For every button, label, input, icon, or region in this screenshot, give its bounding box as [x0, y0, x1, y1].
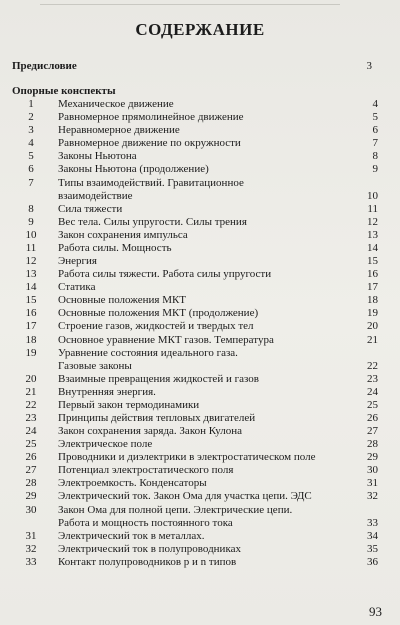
toc-entry-title — [58, 177, 358, 203]
toc-entry-page-number: 35 — [367, 542, 378, 555]
toc-entry-title-line: Типы взаимодействий. Гравитационное — [58, 176, 244, 189]
toc-entry-title-line: Работа силы тяжести. Работа силы упругости — [58, 268, 272, 281]
toc-entry-number: 33 — [25, 555, 37, 568]
toc-entry-title-line: Уравнение состояния идеального газа. — [58, 346, 238, 359]
toc-entry-page-number: 31 — [367, 477, 378, 490]
toc-entry — [12, 490, 378, 503]
toc-entry — [12, 98, 378, 111]
toc-entry-page-number: 28 — [367, 438, 378, 451]
toc-entry-title — [58, 294, 358, 307]
toc-entry-title-line: Основные положения МКТ — [58, 294, 187, 307]
toc-entry-title-line: Проводники и диэлектрики в электростатическом поле — [58, 451, 316, 464]
toc-entry-page-number: 20 — [367, 320, 378, 333]
toc-entry-title — [58, 556, 358, 569]
toc-entry-page-number: 11 — [367, 202, 378, 215]
toc-entry-page-number: 4 — [372, 98, 378, 110]
toc-entry — [12, 203, 378, 216]
toc-entry-number: 16 — [25, 307, 37, 320]
toc-entry-number: 30 — [25, 503, 37, 516]
toc-entry-number: 6 — [28, 163, 34, 176]
preface-page-number: 3 — [366, 60, 372, 72]
toc-entry — [12, 425, 378, 438]
toc-entry-title-line: Первый закон термодинамики — [58, 398, 200, 411]
toc-entry-number: 22 — [25, 398, 37, 411]
toc-entry-title-line: Закон сохранения импульса — [58, 228, 188, 241]
toc-entry-number: 28 — [25, 477, 37, 490]
toc-entry-number: 12 — [25, 254, 37, 267]
toc-entry-title-line: взаимодействие — [58, 189, 133, 202]
toc-entry-title-line: Законы Ньютона (продолжение) — [58, 163, 209, 176]
toc-entry-title-line: Внутренняя энергия. — [58, 385, 156, 398]
toc-entry-page-number: 9 — [372, 163, 378, 176]
toc-entry — [12, 177, 378, 203]
toc-entry — [12, 556, 378, 569]
toc-entry-page-number: 7 — [372, 137, 378, 150]
toc-entry-page-number: 13 — [367, 228, 378, 241]
toc-entry-page-number: 17 — [367, 281, 378, 294]
toc-entry — [12, 111, 378, 124]
bleed-through-line — [40, 4, 340, 5]
toc-entry-title — [58, 229, 358, 242]
toc-entry — [12, 373, 378, 386]
toc-entry-number: 2 — [28, 111, 34, 124]
toc-entry-page-number: 21 — [367, 333, 378, 346]
toc-entry — [12, 438, 378, 451]
toc-entry-title — [58, 504, 358, 530]
toc-entry-title — [58, 255, 358, 268]
toc-entry — [12, 386, 378, 399]
toc-entry-number: 9 — [28, 215, 34, 228]
toc-entry — [12, 216, 378, 229]
section-heading: Опорные конспекты — [12, 85, 116, 97]
toc-entry-title-line: Электроемкость. Конденсаторы — [58, 477, 207, 490]
toc-entry-number: 15 — [25, 294, 37, 307]
toc-entry-number: 4 — [28, 137, 34, 150]
toc-entry-title — [58, 203, 358, 216]
preface-label: Предисловие — [12, 60, 77, 72]
toc-entry-title-line: Законы Ньютона — [58, 150, 137, 163]
toc-entry-number: 10 — [25, 228, 37, 241]
toc-entry-number: 31 — [25, 529, 37, 542]
toc-entry-page-number: 18 — [367, 294, 378, 307]
toc-entry-number: 21 — [25, 385, 37, 398]
toc-entry-title — [58, 464, 358, 477]
toc-entry-number: 11 — [25, 241, 37, 254]
toc-entry-title — [58, 386, 358, 399]
toc-entry-number: 13 — [25, 268, 37, 281]
toc-entry-number: 17 — [25, 320, 37, 333]
toc-entry-page-number: 16 — [367, 268, 378, 281]
toc-entry-title — [58, 412, 358, 425]
toc-entry-title — [58, 163, 358, 176]
toc-entry-title-line: Работа силы. Мощность — [58, 241, 172, 254]
toc-entry-number: 1 — [28, 98, 34, 110]
toc-entry-title — [58, 438, 358, 451]
toc-entry-title-line: Основные положения МКТ (продолжение) — [58, 307, 259, 320]
toc-entry-page-number: 32 — [367, 490, 378, 503]
toc-entry-page-number: 19 — [367, 307, 378, 320]
toc-entry-title-line: Равномерное движение по окружности — [58, 137, 241, 150]
toc-entry — [12, 137, 378, 150]
toc-entry — [12, 307, 378, 320]
toc-entry-page-number: 29 — [367, 451, 378, 464]
toc-entry-page-number: 23 — [367, 372, 378, 385]
toc-entry-number: 20 — [25, 372, 37, 385]
toc-entry-page-number: 33 — [367, 516, 378, 529]
toc-entry — [12, 464, 378, 477]
toc-entry — [12, 124, 378, 137]
toc-entry-page-number: 8 — [372, 150, 378, 163]
toc-entry-page-number: 22 — [367, 359, 378, 372]
toc-entry-title-line: Строение газов, жидкостей и твердых тел — [58, 320, 254, 333]
toc-entry-title — [58, 242, 358, 255]
toc-entry-page-number: 36 — [367, 555, 378, 568]
toc-entry-number: 25 — [25, 438, 37, 451]
toc-entry-title — [58, 307, 358, 320]
toc-entry-title-line: Взаимные превращения жидкостей и газов — [58, 372, 259, 385]
toc-entry-number: 8 — [28, 202, 34, 215]
toc-entry — [12, 399, 378, 412]
toc-entry-number: 3 — [28, 124, 34, 137]
table-of-contents — [12, 98, 378, 569]
toc-entry-title — [58, 216, 358, 229]
toc-entry-title-line: Работа и мощность постоянного тока — [58, 516, 233, 529]
toc-entry — [12, 255, 378, 268]
toc-entry-number: 19 — [25, 346, 37, 359]
toc-entry — [12, 347, 378, 373]
toc-entry-page-number: 26 — [367, 411, 378, 424]
toc-entry-page-number: 5 — [372, 111, 378, 124]
toc-entry-number: 32 — [25, 542, 37, 555]
toc-entry-title — [58, 530, 358, 543]
toc-entry-title-line: Электрический ток. Закон Ома для участка цепи. ЭДС — [58, 490, 312, 503]
toc-entry-title — [58, 98, 358, 111]
toc-entry-title — [58, 425, 358, 438]
toc-entry-title-line: Принципы действия тепловых двигателей — [58, 411, 256, 424]
toc-entry-title — [58, 347, 358, 373]
toc-entry — [12, 334, 378, 347]
page-title: СОДЕРЖАНИЕ — [135, 20, 265, 39]
toc-entry-page-number: 27 — [367, 424, 378, 437]
toc-entry-page-number: 14 — [367, 241, 378, 254]
toc-entry-title-line: Механическое движение — [58, 98, 174, 110]
toc-entry-page-number: 25 — [367, 398, 378, 411]
toc-entry-title-line: Закон Ома для полной цепи. Электрические цепи. — [58, 503, 293, 516]
toc-entry — [12, 451, 378, 464]
toc-entry — [12, 412, 378, 425]
toc-entry-title-line: Сила тяжести — [58, 202, 123, 215]
toc-entry-number: 18 — [25, 333, 37, 346]
toc-entry-title-line: Закон сохранения заряда. Закон Кулона — [58, 424, 243, 437]
toc-entry — [12, 281, 378, 294]
toc-entry-title — [58, 543, 358, 556]
toc-entry-title — [58, 268, 358, 281]
toc-entry-page-number: 10 — [367, 189, 378, 202]
toc-entry-title — [58, 334, 358, 347]
toc-entry-title-line: Электрическое поле — [58, 438, 153, 451]
toc-entry-title-line: Равномерное прямолинейное движение — [58, 111, 244, 124]
toc-entry-title — [58, 451, 358, 464]
toc-entry-page-number: 34 — [367, 529, 378, 542]
toc-entry-number: 14 — [25, 281, 37, 294]
toc-entry — [12, 242, 378, 255]
toc-entry-number: 23 — [25, 411, 37, 424]
toc-entry-title-line: Статика — [58, 281, 96, 294]
toc-entry-title — [58, 477, 358, 490]
toc-entry — [12, 504, 378, 530]
toc-entry — [12, 320, 378, 333]
toc-entry-title-line: Вес тела. Силы упругости. Силы трения — [58, 215, 247, 228]
toc-entry-title-line: Контакт полупроводников p и n типов — [58, 555, 237, 568]
toc-entry-page-number: 15 — [367, 254, 378, 267]
toc-entry-title — [58, 124, 358, 137]
toc-entry-number: 26 — [25, 451, 37, 464]
preface-entry — [12, 60, 372, 72]
toc-entry-title — [58, 111, 358, 124]
toc-entry-number: 24 — [25, 424, 37, 437]
toc-entry-title-line: Электрический ток в полупроводниках — [58, 542, 242, 555]
toc-entry-page-number: 6 — [372, 124, 378, 137]
toc-entry — [12, 229, 378, 242]
toc-entry — [12, 543, 378, 556]
toc-entry-number: 5 — [28, 150, 34, 163]
toc-entry — [12, 163, 378, 176]
toc-entry — [12, 268, 378, 281]
toc-entry-title — [58, 490, 358, 503]
toc-entry-number: 7 — [28, 176, 34, 189]
page-number: 93 — [369, 604, 382, 619]
toc-entry — [12, 150, 378, 163]
toc-entry — [12, 294, 378, 307]
toc-entry-page-number: 30 — [367, 464, 378, 477]
toc-entry-title-line: Энергия — [58, 254, 97, 267]
toc-entry-title-line: Основное уравнение МКТ газов. Температура — [58, 333, 274, 346]
toc-entry-title — [58, 399, 358, 412]
toc-entry-page-number: 24 — [367, 385, 378, 398]
toc-entry-title-line: Неравномерное движение — [58, 124, 180, 137]
toc-entry-title — [58, 281, 358, 294]
toc-entry-title — [58, 320, 358, 333]
toc-entry-title — [58, 137, 358, 150]
toc-entry-title — [58, 150, 358, 163]
toc-entry-title-line: Газовые законы — [58, 359, 132, 372]
toc-entry-number: 29 — [25, 490, 37, 503]
toc-entry-title — [58, 373, 358, 386]
toc-entry-title-line: Потенциал электростатического поля — [58, 464, 234, 477]
toc-entry — [12, 477, 378, 490]
toc-entry-title-line: Электрический ток в металлах. — [58, 529, 205, 542]
toc-entry — [12, 530, 378, 543]
toc-entry-number: 27 — [25, 464, 37, 477]
toc-entry-page-number: 12 — [367, 215, 378, 228]
